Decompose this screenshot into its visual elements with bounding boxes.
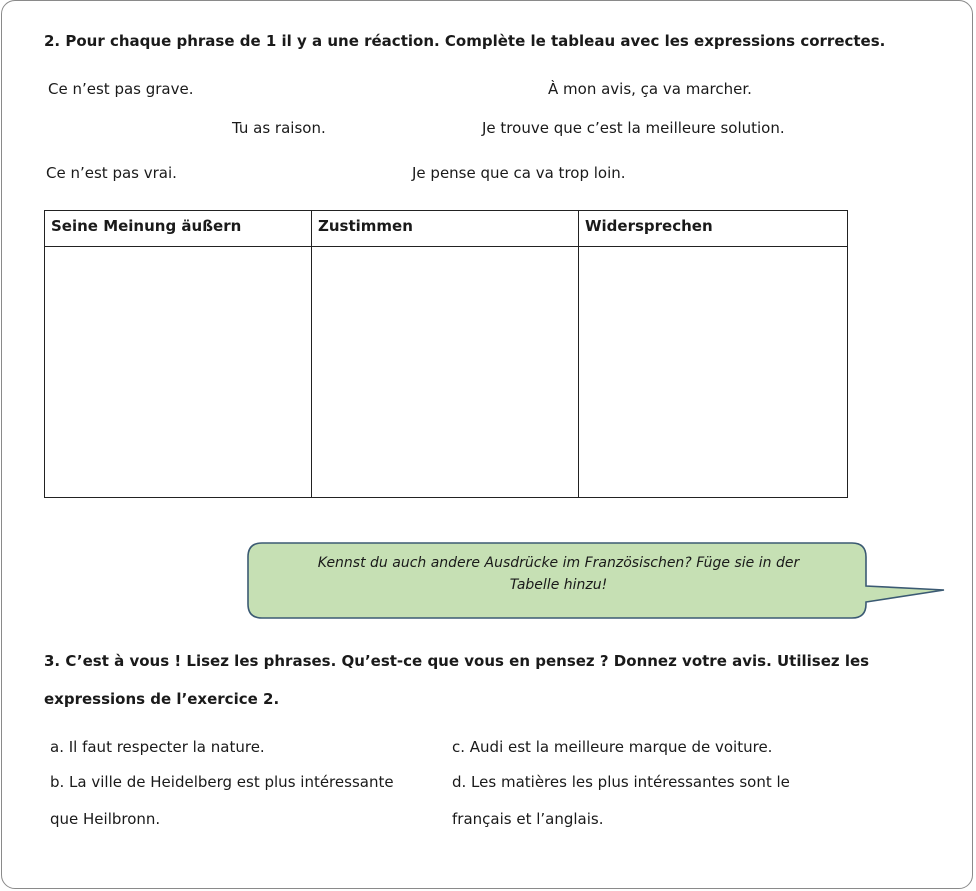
phrase-item: Je trouve que c’est la meilleure solution. [482, 119, 785, 137]
statement-c: c. Audi est la meilleure marque de voiture. [452, 738, 773, 756]
table-header-seine-meinung: Seine Meinung äußern [45, 211, 312, 247]
statement-a: a. Il faut respecter la nature. [50, 738, 265, 756]
table-header-widersprechen: Widersprechen [579, 211, 848, 247]
phrase-item: Ce n’est pas vrai. [46, 164, 177, 182]
exercise-3-heading-cont: expressions de l’exercice 2. [44, 690, 280, 708]
statement-d-cont: français et l’anglais. [452, 810, 604, 828]
phrase-item: Ce n’est pas grave. [48, 80, 194, 98]
table-header-zustimmen: Zustimmen [312, 211, 579, 247]
phrase-item: Je pense que ca va trop loin. [412, 164, 626, 182]
exercise-2-heading: 2. Pour chaque phrase de 1 il y a une réaction. Complète le tableau avec les expressions correctes. [44, 32, 886, 50]
phrase-item: À mon avis, ça va marcher. [548, 80, 752, 98]
statement-b: b. La ville de Heidelberg est plus intéressante [50, 773, 394, 791]
exercise-3-heading: 3. C’est à vous ! Lisez les phrases. Qu’est-ce que vous en pensez ? Donnez votre avis. Utilisez les [44, 652, 870, 670]
statement-d: d. Les matières les plus intéressantes sont le [452, 773, 790, 791]
speech-bubble-line: Tabelle hinzu! [509, 577, 608, 593]
phrase-item: Tu as raison. [232, 119, 326, 137]
statement-b-cont: que Heilbronn. [50, 810, 161, 828]
speech-bubble-line: Kennst du auch andere Ausdrücke im Französischen? Füge sie in der [317, 555, 800, 571]
speech-bubble-text [250, 552, 867, 596]
